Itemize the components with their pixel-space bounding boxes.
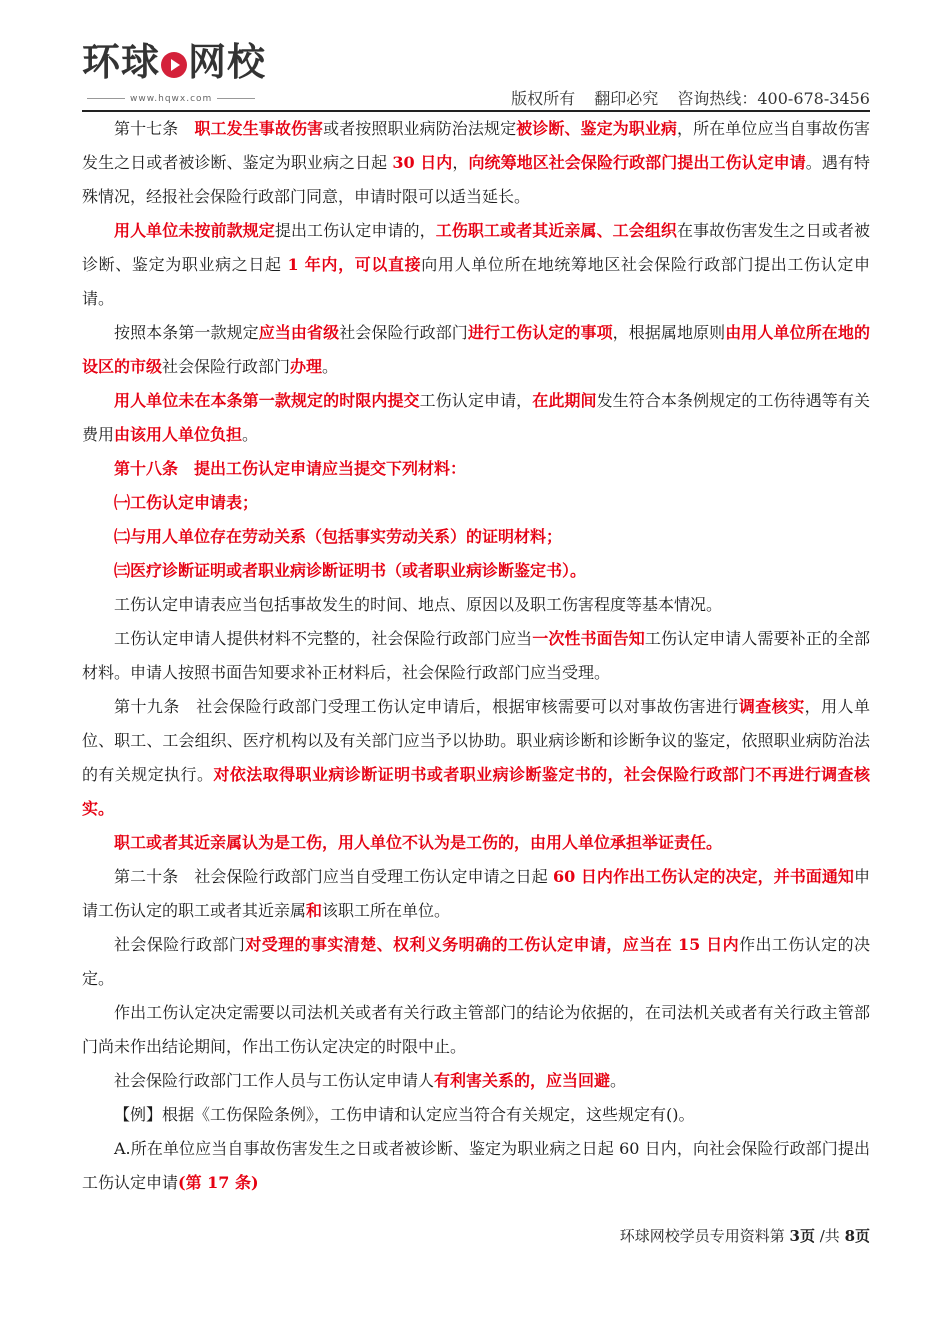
paragraph [82,622,870,690]
highlighted-text: 用人单位未在本条第一款规定的时限内提交 [114,391,420,410]
body-text: 。 [242,425,259,444]
highlighted-text: 由该用人单位负担 [114,425,243,444]
body-text: 该职工所在单位。 [322,901,451,920]
highlighted-text: 1 年内，可以直接 [287,255,422,274]
paragraph [82,1064,870,1098]
body-text: 工伤认定申请表应当包括事故发生的时间、地点、原因以及职工伤害程度等基本情况。 [114,595,723,614]
body-text: 申请工伤认定的职工或者其近亲属 [82,867,870,920]
body-text: 发生符合本条例规定的工伤待遇等有关费用 [82,391,870,444]
highlighted-text: 调查核实 [738,697,805,716]
footer-prefix: 环球网校学员专用资料第 [619,1227,790,1245]
footer-separator: /共 [814,1227,845,1245]
highlighted-text: (第 17 条) [178,1173,259,1192]
highlighted-text: 对依法取得职业病诊断证明书或者职业病诊断鉴定书的，社会保险行政部门不再进行调查核实。 [82,765,870,818]
highlighted-text: 职工或者其近亲属认为是工伤，用人单位不认为是工伤的，由用人单位承担举证责任。 [114,833,723,852]
body-text: 向用人单位所在地统筹地区社会保险行政部门提出工伤认定申请。 [82,255,870,308]
body-text: ，用人单位、职工、工会组织、医疗机构以及有关部门应当予以协助。职业病诊断和诊断争议的鉴定，依照职业病防治法的有关规定执行。 [82,697,870,784]
hotline-text: 咨询热线：400-678-3456 [677,89,870,108]
highlighted-text: 由用人单位所在地的设区的市级 [82,323,870,376]
body-text: 社会保险行政部门 [162,357,291,376]
paragraph [82,214,870,316]
hqwx-logo [82,38,282,104]
copyright-text: 版权所有 [511,89,576,108]
body-text: ，根据属地原则 [612,323,726,342]
paragraph [82,384,870,452]
body-text: 在事故伤害发生之日或者被诊断、鉴定为职业病之日起 [82,221,870,274]
highlighted-text: 应当由省级 [258,323,340,342]
body-text: 社会保险行政部门工作人员与工伤认定申请人 [114,1071,435,1090]
highlighted-text: 办理 [290,357,323,376]
body-text: 或者按照职业病防治法规定 [323,119,517,138]
footer-page-number: 3页 [789,1227,815,1245]
paragraph [82,520,870,554]
play-icon [161,52,187,78]
body-text: 。遇有特殊情况，经报社会保险行政部门同意，申请时限可以适当延长。 [82,153,870,206]
logo-url: www.hqwx.com [82,94,260,104]
paragraph [82,928,870,996]
paragraph [82,1098,870,1132]
body-text: ， [452,153,469,172]
highlighted-text: ㈠工伤认定申请表； [114,493,259,512]
paragraph [82,554,870,588]
body-text: 【例】根据《工伤保险条例》，工伤申请和认定应当符合有关规定，这些规定有()。 [114,1105,695,1124]
paragraph [82,826,870,860]
no-copy-text: 翻印必究 [594,89,659,108]
highlighted-text: 一次性书面告知 [532,629,645,648]
logo-text-part2: 网校 [188,40,267,84]
highlighted-text: 30 日内 [392,153,453,172]
body-text: 。 [322,357,339,376]
paragraph [82,860,870,928]
body-text: 社会保险行政部门 [339,323,468,342]
highlighted-text: 有利害关系的，应当回避 [434,1071,611,1090]
paragraph [82,690,870,826]
highlighted-text: ㈡与用人单位存在劳动关系（包括事实劳动关系）的证明材料； [114,527,563,546]
body-text: 第二十条 社会保险行政部门应当自受理工伤认定申请之日起 [114,867,553,886]
body-text: 工伤认定申请人提供材料不完整的，社会保险行政部门应当 [114,629,533,648]
logo-text-part1: 环球 [82,40,161,84]
body-text: 第十九条 社会保险行政部门受理工伤认定申请后，根据审核需要可以对事故伤害进行 [114,697,739,716]
highlighted-text: 在此期间 [532,391,597,410]
highlighted-text: 第十八条 提出工伤认定申请应当提交下列材料： [114,459,467,478]
page-header [82,38,870,110]
header-notice [497,86,870,109]
body-text: 工伤认定申请人需要补正的全部材料。申请人按照书面告知要求补正材料后，社会保险行政部门应当受理。 [82,629,870,682]
paragraph [82,452,870,486]
body-text: ，所在单位应当自事故伤害发生之日或者被诊断、鉴定为职业病之日起 [82,119,870,172]
body-text: A.所在单位应当自事故伤害发生之日或者被诊断、鉴定为职业病之日起 60 日内，向社会保险行政部门提出工伤认定申请 [82,1139,870,1192]
paragraph [82,1132,870,1200]
body-text: 按照本条第一款规定 [114,323,259,342]
highlighted-text: 进行工伤认定的事项 [467,323,613,342]
highlighted-text: 对受理的事实清楚、权利义务明确的工伤认定申请，应当在 15 日内 [245,935,740,954]
body-text: 。 [610,1071,627,1090]
highlighted-text: 职工发生事故伤害 [194,119,324,138]
body-text: 工伤认定申请， [419,391,533,410]
body-text: 提出工伤认定申请的， [274,221,436,240]
paragraph [82,316,870,384]
body-text: 第十七条 [114,119,195,138]
highlighted-text: 60 日内作出工伤认定的决定，并书面通知 [552,867,854,886]
body-text: 社会保险行政部门 [114,935,246,954]
highlighted-text: 用人单位未按前款规定 [114,221,275,240]
footer-total-pages: 8页 [844,1227,870,1245]
body-text: 作出工伤认定决定需要以司法机关或者有关行政主管部门的结论为依据的，在司法机关或者有关行政主管部门尚未作出结论期间，作出工伤认定决定的时限中止。 [82,1003,870,1056]
highlighted-text: 被诊断、鉴定为职业病 [516,119,678,138]
paragraph [82,588,870,622]
paragraph [82,486,870,520]
page-footer [620,1225,870,1246]
highlighted-text: ㈢医疗诊断证明或者职业病诊断证明书（或者职业病诊断鉴定书）。 [114,561,587,580]
highlighted-text: 工伤职工或者其近亲属、工会组织 [435,221,678,240]
highlighted-text: 和 [306,901,323,920]
highlighted-text: 向统筹地区社会保险行政部门提出工伤认定申请 [468,153,806,172]
document-body [82,112,870,1200]
body-text: 作出工伤认定的决定。 [82,935,870,988]
paragraph [82,112,870,214]
paragraph [82,996,870,1064]
logo-wordmark [82,38,266,86]
